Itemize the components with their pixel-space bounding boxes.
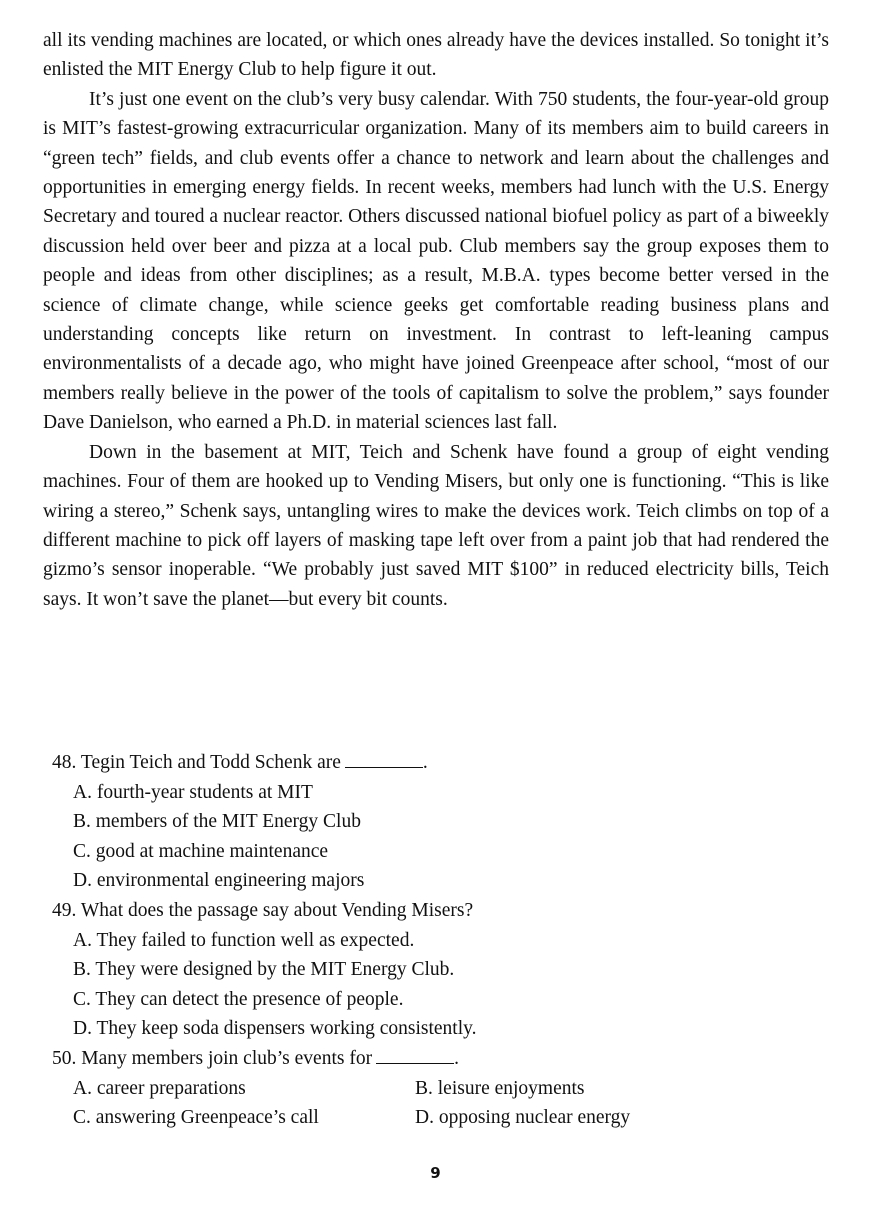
page-number: 9 — [430, 1164, 441, 1182]
option-b: B. leisure enjoyments — [415, 1077, 585, 1099]
option-b: B. They were designed by the MIT Energy Club. — [73, 959, 455, 981]
question-49 — [52, 896, 812, 1044]
option-list — [52, 778, 812, 896]
option-list — [52, 1074, 812, 1133]
reading-passage — [43, 26, 829, 614]
passage-paragraph-3: Down in the basement at MIT, Teich and Schenk have found a group of eight vending machines. Four of them are hooked up to Vending Misers, but only one is functioning. “This is like wiring a stereo,” Schenk says, untangling wires to make the devices work. Teich climbs on top of a different machine to pick off layers of masking tape left over from a paint job that had rendered the gizmo’s sensor inoperable. “We probably just saved MIT $100” in reduced electricity bills, Teich says. It won’t save the planet—but every bit counts. — [43, 441, 829, 610]
option-list — [52, 926, 812, 1044]
question-stem — [52, 748, 812, 778]
question-list — [52, 748, 812, 1133]
question-50 — [52, 1044, 812, 1133]
question-48 — [52, 748, 812, 896]
passage-paragraph-2: It’s just one event on the club’s very busy calendar. With 750 students, the four-year-old group is MIT’s fastest-growing extracurricular organization. Many of its members aim to build careers in “green tech” fields, and club events offer a chance to network and learn about the challenges and opportunities in emerging energy fields. In recent weeks, members had lunch with the U.S. Energy Secretary and toured a nuclear reactor. Others discussed national biofuel policy as part of a biweekly discussion held over beer and pizza at a local pub. Club members say the group exposes them to people and ideas from other disciplines; as a result, M.B.A. types become better versed in the science of climate change, while science geeks get comfortable reading business plans and understanding concepts like return on investment. In contrast to left-leaning campus environmentalists of a decade ago, who might have joined Greenpeace after school, “most of our members really believe in the power of the tools of capitalism to solve the problem,” says founder Dave Danielson, who earned a Ph.D. in material sciences last fall. — [43, 88, 829, 434]
option-c: C. They can detect the presence of people. — [73, 988, 404, 1010]
question-stem — [52, 896, 812, 926]
question-text: Many members join club’s events for — [81, 1047, 373, 1069]
option-b: B. members of the MIT Energy Club — [73, 811, 361, 833]
option-d: D. environmental engineering majors — [73, 870, 365, 892]
option-d: D. opposing nuclear energy — [415, 1107, 631, 1129]
question-number: 48. — [52, 752, 77, 773]
question-end: . — [454, 1047, 459, 1069]
question-number: 50. — [52, 1047, 77, 1069]
option-c: C. good at machine maintenance — [73, 840, 329, 862]
option-a: A. They failed to function well as expected. — [73, 929, 415, 951]
question-text: What does the passage say about Vending Misers? — [80, 899, 474, 921]
option-d: D. They keep soda dispensers working consistently. — [73, 1018, 477, 1040]
answer-blank — [345, 753, 423, 768]
option-a: A. fourth-year students at MIT — [73, 781, 313, 803]
passage-paragraph-1: all its vending machines are located, or which ones already have the devices installed. So tonight it’s enlisted the MIT Energy Club to help figure it out. — [43, 30, 829, 81]
option-a: A. career preparations — [73, 1077, 246, 1099]
question-end: . — [422, 752, 428, 773]
question-stem — [52, 1044, 812, 1074]
question-number: 49. — [52, 899, 77, 921]
option-c: C. answering Greenpeace’s call — [73, 1107, 319, 1129]
answer-blank — [376, 1049, 454, 1064]
question-text: Tegin Teich and Todd Schenk are — [80, 752, 341, 773]
